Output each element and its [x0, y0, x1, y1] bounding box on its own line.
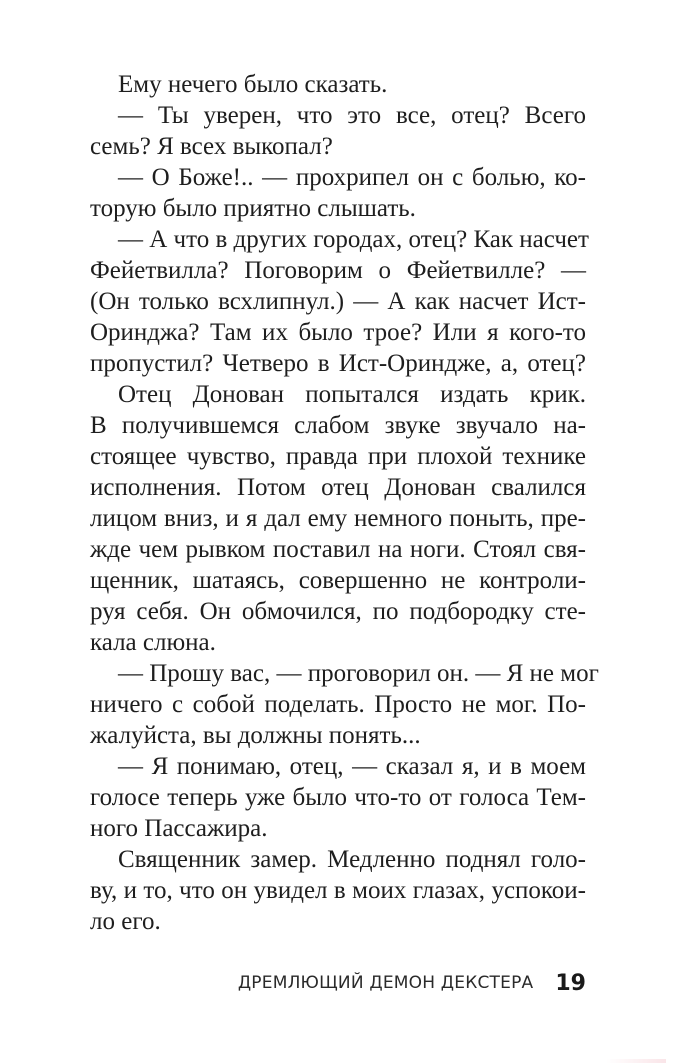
text-line: Фейетвилла? Поговорим о Фейетвилле? —: [90, 257, 586, 284]
body-text: [90, 69, 599, 937]
text-line: жалуйста, вы должны понять...: [90, 722, 421, 749]
running-title: ДРЕМЛЮЩИЙ ДЕМОН ДЕКСТЕРА: [237, 973, 534, 993]
text-line: Ему нечего было сказать.: [118, 71, 388, 98]
text-line: кала слюна.: [90, 629, 216, 656]
text-line: пропустил? Четверо в Ист-Ориндже, а, отец?: [90, 350, 586, 377]
text-line: семь? Я всех выкопал?: [90, 133, 333, 160]
page-footer: [222, 968, 586, 998]
text-line: Оринджа? Там их было трое? Или я кого-то: [90, 319, 586, 346]
text-line: — Ты уверен, что это все, отец? Всего: [118, 102, 586, 129]
text-line: — А что в других городах, отец? Как насчет: [118, 226, 589, 253]
text-line: ло его.: [90, 908, 161, 935]
text-line: ву, и то, что он увидел в моих глазах, успокои-: [90, 877, 586, 904]
text-line: — Прошу вас, — проговорил он. — Я не мог: [118, 660, 599, 687]
text-line: жде чем рывком поставил на ноги. Стоял свя-: [90, 536, 586, 563]
text-line: щенник, шатаясь, совершенно не контроли-: [90, 567, 586, 594]
text-line: торую было приятно слышать.: [90, 195, 416, 222]
scan-edge-mark: [606, 1059, 666, 1063]
text-line: — О Боже!.. — прохрипел он с болью, ко-: [118, 164, 586, 191]
page-number: 19: [555, 970, 586, 996]
text-line: стоящее чувство, правда при плохой технике: [90, 443, 586, 470]
text-line: Священник замер. Медленно поднял голо-: [118, 846, 586, 873]
text-line: ничего с собой поделать. Просто не мог. По-: [90, 691, 586, 718]
text-line: руя себя. Он обмочился, по подбородку сте-: [90, 598, 586, 625]
text-line: лицом вниз, и я дал ему немного поныть, пре-: [90, 505, 586, 532]
text-line: ного Пассажира.: [90, 815, 268, 842]
text-line: Отец Донован попытался издать крик.: [118, 381, 586, 408]
text-line: — Я понимаю, отец, — сказал я, и в моем: [118, 753, 586, 780]
text-line: (Он только всхлипнул.) — А как насчет Ист-: [90, 288, 586, 315]
text-line: В получившемся слабом звуке звучало на-: [90, 412, 586, 439]
text-line: исполнения. Потом отец Донован свалился: [90, 474, 586, 501]
text-line: голосе теперь уже было что-то от голоса Тем-: [90, 784, 586, 811]
